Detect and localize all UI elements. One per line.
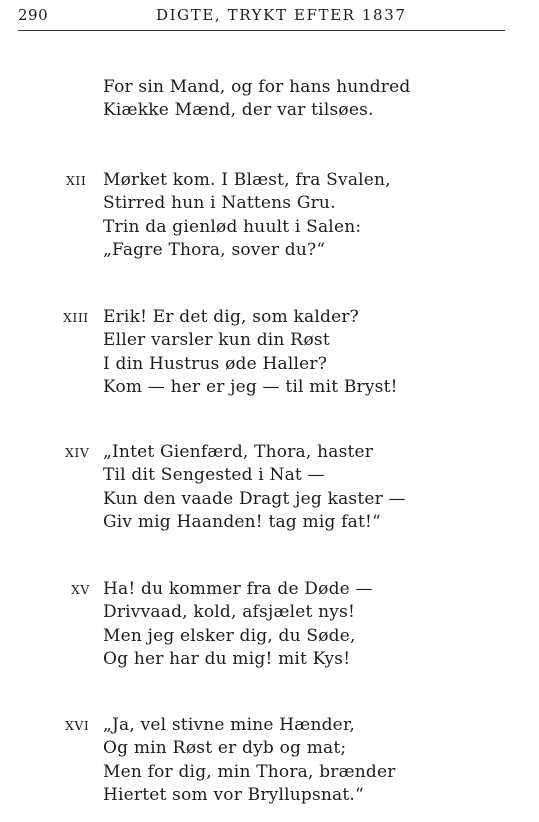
verse-line: Trin da gienlød huult i Salen:	[103, 217, 362, 237]
page-number: 290	[18, 6, 49, 24]
stanza-numeral: XIII	[63, 310, 89, 325]
verse-line: Mørket kom. I Blæst, fra Svalen,	[103, 170, 391, 190]
verse-line: Til dit Sengested i Nat —	[103, 465, 325, 485]
stanza-numeral: XII	[66, 173, 87, 188]
verse-line: I din Hustrus øde Haller?	[103, 354, 328, 374]
verse-line: Og min Røst er dyb og mat;	[103, 738, 347, 758]
running-head: DIGTE, TRYKT EFTER 1837	[156, 6, 407, 24]
verse-line: „Intet Gienfærd, Thora, haster	[103, 442, 374, 462]
verse-line: Kun den vaade Dragt jeg kaster —	[103, 489, 406, 509]
verse-line: Stirred hun i Nattens Gru.	[103, 193, 336, 213]
verse-line: Og her har du mig! mit Kys!	[103, 649, 351, 669]
verse-line: Giv mig Haanden! tag mig fat!“	[103, 512, 381, 532]
verse-line: Drivvaad, kold, afsjælet nys!	[103, 602, 356, 622]
verse-line: Erik! Er det dig, som kalder?	[103, 307, 359, 327]
verse-line: Ha! du kommer fra de Døde —	[103, 579, 373, 599]
verse-line: Kom — her er jeg — til mit Bryst!	[103, 377, 398, 397]
page-header	[18, 6, 505, 31]
stanza-numeral: XIV	[65, 445, 90, 460]
verse-line: Men for dig, min Thora, brænder	[103, 762, 396, 782]
stanza-numeral: XV	[71, 582, 90, 597]
stanza-numeral: XVI	[65, 718, 90, 733]
verse-line: Eller varsler kun din Røst	[103, 330, 330, 350]
verse-line: Men jeg elsker dig, du Søde,	[103, 626, 356, 646]
verse-line: For sin Mand, og for hans hundred	[103, 77, 411, 97]
verse-line: Kiække Mænd, der var tilsøes.	[103, 100, 374, 120]
verse-line: Hiertet som vor Bryllupsnat.“	[103, 785, 364, 805]
verse-line: „Ja, vel stivne mine Hænder,	[103, 715, 356, 735]
verse-line: „Fagre Thora, sover du?“	[103, 240, 326, 260]
